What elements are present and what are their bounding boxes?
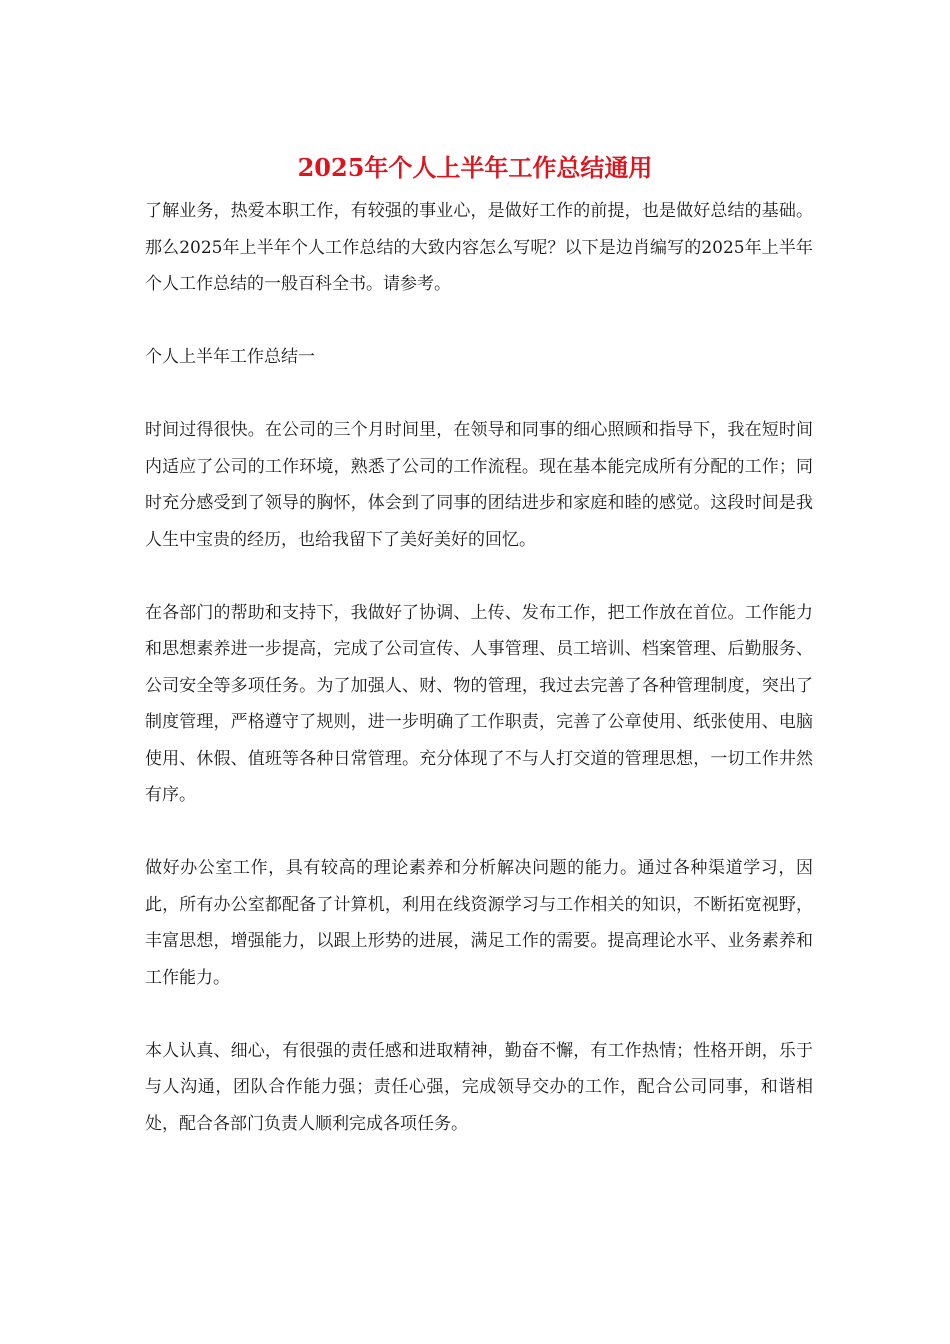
body-paragraph: 做好办公室工作，具有较高的理论素养和分析解决问题的能力。通过各种渠道学习，因此，所有办公室都配备了计算机，利用在线资源学习与工作相关的知识，不断拓宽视野，丰富思想，增强能力，以跟上形势的进展，满足工作的需要。提高理论水平、业务素养和工作能力。	[145, 858, 813, 988]
intro-paragraph: 了解业务，热爱本职工作，有较强的事业心，是做好工作的前提，也是做好总结的基础。那么2025年上半年个人工作总结的大致内容怎么写呢？以下是边肖编写的2025年上半年个人工作总结的一般百科全书。请参考。	[145, 201, 813, 294]
body-paragraph: 本人认真、细心，有很强的责任感和进取精神，勤奋不懈，有工作热情；性格开朗，乐于与人沟通，团队合作能力强；责任心强，完成领导交办的工作，配合公司同事，和谐相处，配合各部门负责人顺利完成各项任务。	[145, 1040, 813, 1134]
body-paragraph: 时间过得很快。在公司的三个月时间里，在领导和同事的细心照顾和指导下，我在短时间内适应了公司的工作环境，熟悉了公司的工作流程。现在基本能完成所有分配的工作；同时充分感受到了领导的胸怀，体会到了同事的团结进步和家庭和睦的感觉。这段时间是我人生中宝贵的经历，也给我留下了美好美好的回忆。	[145, 420, 813, 550]
section-heading: 个人上半年工作总结一	[145, 347, 315, 367]
document-title: 2025年个人上半年工作总结通用	[297, 153, 653, 182]
body-paragraph: 在各部门的帮助和支持下，我做好了协调、上传、发布工作，把工作放在首位。工作能力和思想素养进一步提高，完成了公司宣传、人事管理、员工培训、档案管理、后勤服务、公司安全等多项任务。为了加强人、财、物的管理，我过去完善了各种管理制度，突出了制度管理，严格遵守了规则，进一步明确了工作职责，完善了公章使用、纸张使用、电脑使用、休假、值班等各种日常管理。充分体现了不与人打交道的管理思想，一切工作井然有序。	[145, 602, 813, 805]
document-body	[145, 193, 813, 1179]
